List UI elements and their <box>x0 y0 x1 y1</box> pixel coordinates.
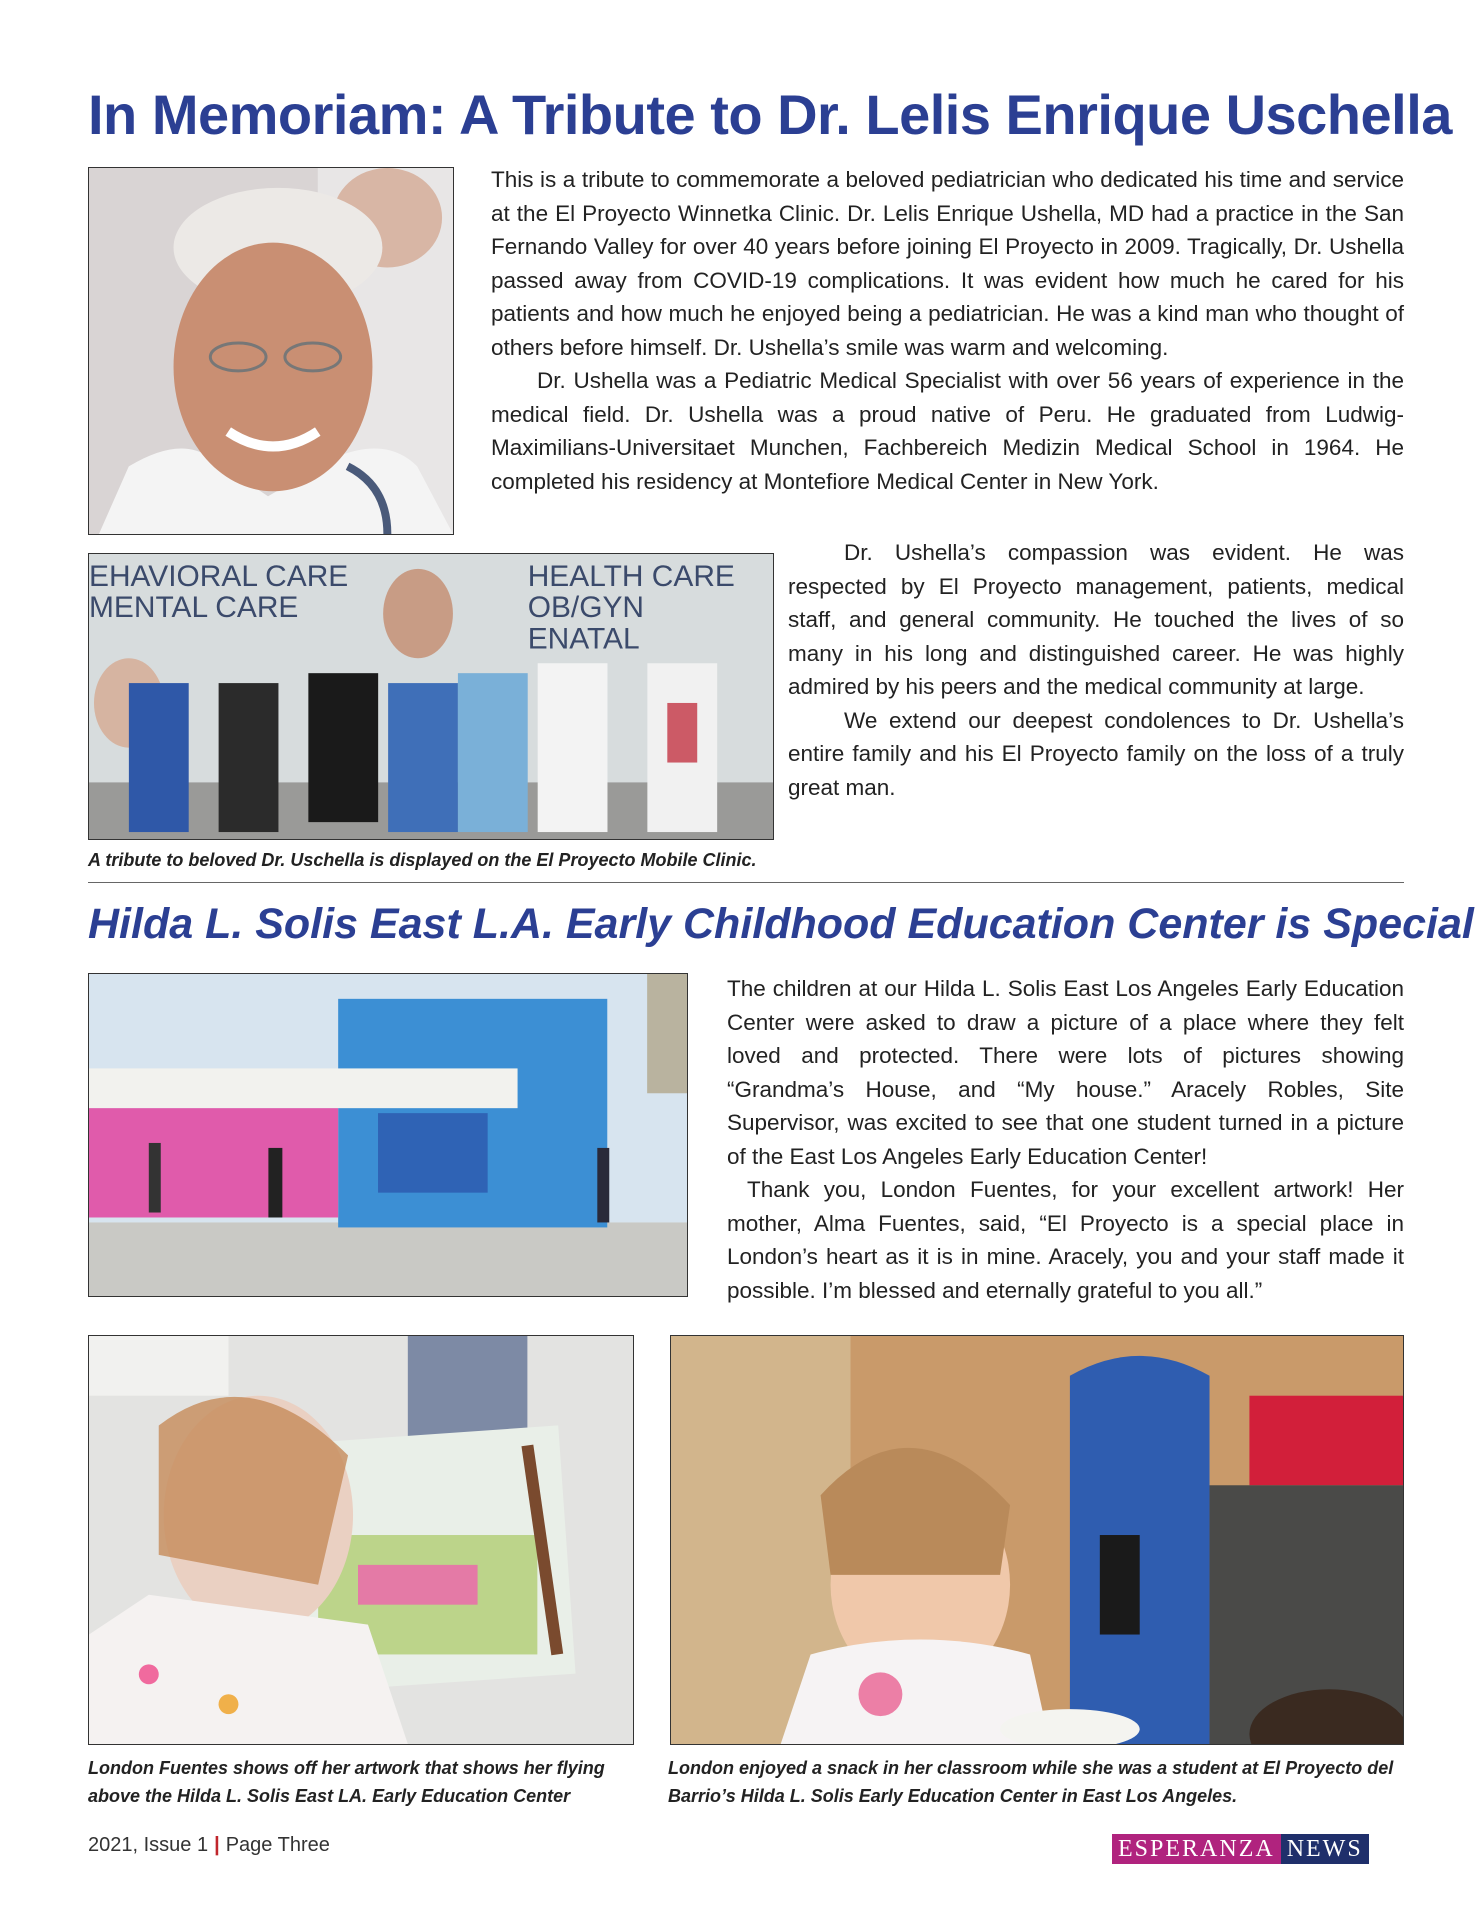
snack-photo <box>670 1335 1404 1745</box>
divider <box>88 882 1404 883</box>
footer-issue <box>88 1834 330 1857</box>
van-text-line: HEALTH CARE <box>527 559 735 593</box>
article-title: Hilda L. Solis East L.A. Early Childhood Education Center is Special <box>88 900 1474 948</box>
paragraph: This is a tribute to commemorate a beloved pediatrician who dedicated his time and service at the El Proyecto Winnetka Clinic. Dr. Lelis Enrique Ushella, MD had a practice in the San Fernando Valley for over 40 years before joining El Proyecto in 2009. Tragically, Dr. Ushella passed away from COVID-19 complications. It was evident how much he cared for his patients and how much he enjoyed being a pediatrician. He was a kind man who thought of others before himself. Dr. Ushella’s smile was warm and welcoming. <box>491 167 1404 360</box>
article-text <box>727 972 1404 1307</box>
paragraph: Dr. Ushella’s compassion was evident. He was respected by El Proyecto management, patients, medical staff, and general community. He touched the lives of so many in his long and distinguished career. He was highly admired by his peers and the medical community at large. <box>788 540 1404 699</box>
paragraph: We extend our deepest condolences to Dr. Ushella’s entire family and his El Proyecto family on the loss of a truly great man. <box>788 707 1404 800</box>
separator: | <box>214 1834 220 1856</box>
van-text-line: OB/GYN <box>527 591 645 625</box>
photo-caption: London Fuentes shows off her artwork that shows her flying above the Hilda L. Solis East LA. Early Education Center <box>88 1758 605 1806</box>
logo-right: NEWS <box>1281 1834 1369 1864</box>
logo-left: ESPERANZA <box>1112 1834 1281 1864</box>
paragraph: Dr. Ushella was a Pediatric Medical Specialist with over 56 years of experience in the medical field. Dr. Ushella was a proud native of Peru. He graduated from Ludwig-Maximilians-Universitaet Munchen, Fachbereich Medizin Medical School in 1964. He completed his residency at Montefiore Medical Center in New York. <box>491 368 1404 494</box>
article-title: In Memoriam: A Tribute to Dr. Lelis Enrique Uschella <box>88 83 1452 146</box>
article-text-right <box>788 536 1404 804</box>
paragraph: Thank you, London Fuentes, for your excellent artwork! Her mother, Alma Fuentes, said, “El Proyecto is a special place in London’s heart as it is in mine. Aracely, you and your staff made it possible. I’m blessed and eternally grateful to you all.” <box>727 1177 1404 1303</box>
van-text-line: EHAVIORAL CARE <box>89 559 349 593</box>
photo-caption: A tribute to beloved Dr. Uschella is displayed on the El Proyecto Mobile Clinic. <box>88 850 757 870</box>
issue-label: 2021, Issue 1 <box>88 1834 209 1856</box>
mobile-clinic-photo <box>88 553 774 840</box>
esperanza-news-logo <box>1112 1834 1369 1864</box>
van-text-line: ENATAL <box>527 622 640 656</box>
artwork-photo <box>88 1335 634 1745</box>
photo-caption: London enjoyed a snack in her classroom while she was a student at El Proyecto del Barrio’s Hilda L. Solis Early Education Center in East Los Angeles. <box>668 1758 1394 1806</box>
portrait-photo <box>88 167 454 535</box>
building-photo <box>88 973 688 1297</box>
paragraph: The children at our Hilda L. Solis East Los Angeles Early Education Center were asked to draw a picture of a place where they felt loved and protected. There were lots of pictures showing “Grandma’s House, and “My house.” Aracely Robles, Site Supervisor, was excited to see that one student turned in a picture of the East Los Angeles Early Education Center! <box>727 976 1404 1169</box>
article-text-top <box>491 163 1404 498</box>
page-label: Page Three <box>225 1834 330 1856</box>
van-text-line: MENTAL CARE <box>89 591 299 625</box>
